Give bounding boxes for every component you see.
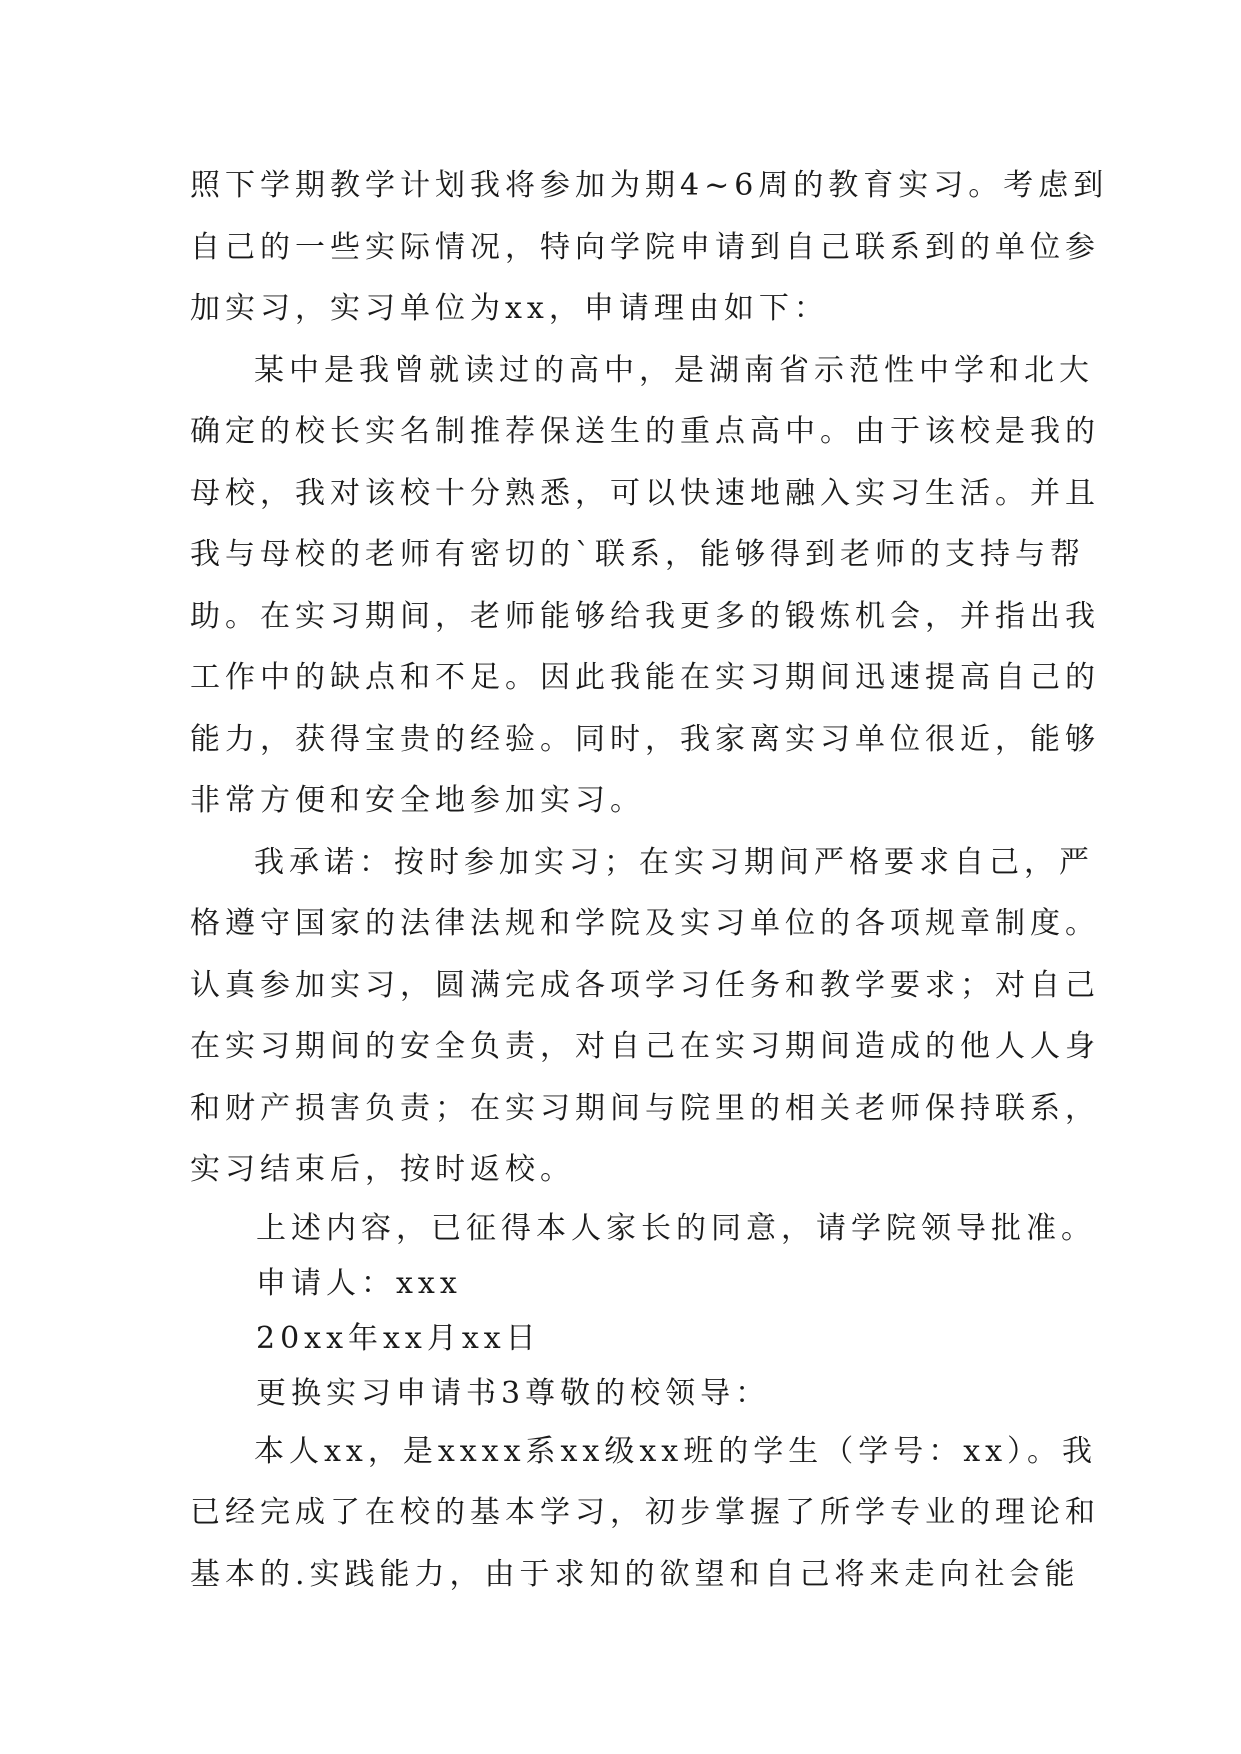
paragraph-line: 上述内容，已征得本人家长的同意，请学院领导批准。 bbox=[256, 1210, 1096, 1246]
paragraph-line: 加实习，实习单位为xx，申请理由如下： bbox=[190, 291, 829, 326]
paragraph-line: 工作中的缺点和不足。因此我能在实习期间迅速提高自己的 bbox=[190, 660, 1100, 695]
paragraph-line: 非常方便和安全地参加实习。 bbox=[190, 783, 645, 818]
paragraph-line: 能力，获得宝贵的经验。同时，我家离实习单位很近，能够 bbox=[190, 721, 1100, 757]
paragraph-line: 认真参加实习，圆满完成各项学习任务和教学要求；对自己 bbox=[190, 967, 1100, 1003]
paragraph-line: 助。在实习期间，老师能够给我更多的锻炼机会，并指出我 bbox=[190, 598, 1100, 634]
paragraph-line: 母校，我对该校十分熟悉，可以快速地融入实习生活。并且 bbox=[190, 475, 1100, 511]
date-line: 20xx年xx月xx日 bbox=[256, 1320, 541, 1356]
paragraph-line: 我承诺：按时参加实习；在实习期间严格要求自己，严 bbox=[254, 844, 1094, 880]
paragraph-line: 某中是我曾就读过的高中，是湖南省示范性中学和北大 bbox=[254, 352, 1094, 388]
document-body bbox=[190, 155, 1109, 1605]
paragraph-line: 本人xx，是xxxx系xx级xx班的学生（学号：xx）。我 bbox=[254, 1433, 1098, 1469]
paragraph-line: 自己的一些实际情况，特向学院申请到自己联系到的单位参 bbox=[190, 229, 1100, 265]
paragraph-line: 实习结束后，按时返校。 bbox=[190, 1152, 575, 1187]
applicant-line: 申请人：xxx bbox=[256, 1265, 462, 1301]
paragraph-line: 我与母校的老师有密切的`联系，能够得到老师的支持与帮 bbox=[190, 537, 1085, 572]
paragraph-line: 在实习期间的安全负责，对自己在实习期间造成的他人人身 bbox=[190, 1029, 1100, 1064]
paragraph-line: 照下学期教学计划我将参加为期4~6周的教育实习。考虑到 bbox=[190, 168, 1109, 203]
section-heading-line: 更换实习申请书3尊敬的校领导： bbox=[256, 1375, 771, 1411]
paragraph-line: 和财产损害负责；在实习期间与院里的相关老师保持联系， bbox=[190, 1090, 1100, 1126]
paragraph-line: 已经完成了在校的基本学习，初步掌握了所学专业的理论和 bbox=[190, 1495, 1100, 1530]
paragraph-line: 确定的校长实名制推荐保送生的重点高中。由于该校是我的 bbox=[190, 414, 1100, 449]
paragraph-line: 基本的.实践能力，由于求知的欲望和自己将来走向社会能 bbox=[190, 1556, 1080, 1592]
paragraph-line: 格遵守国家的法律法规和学院及实习单位的各项规章制度。 bbox=[190, 906, 1100, 941]
